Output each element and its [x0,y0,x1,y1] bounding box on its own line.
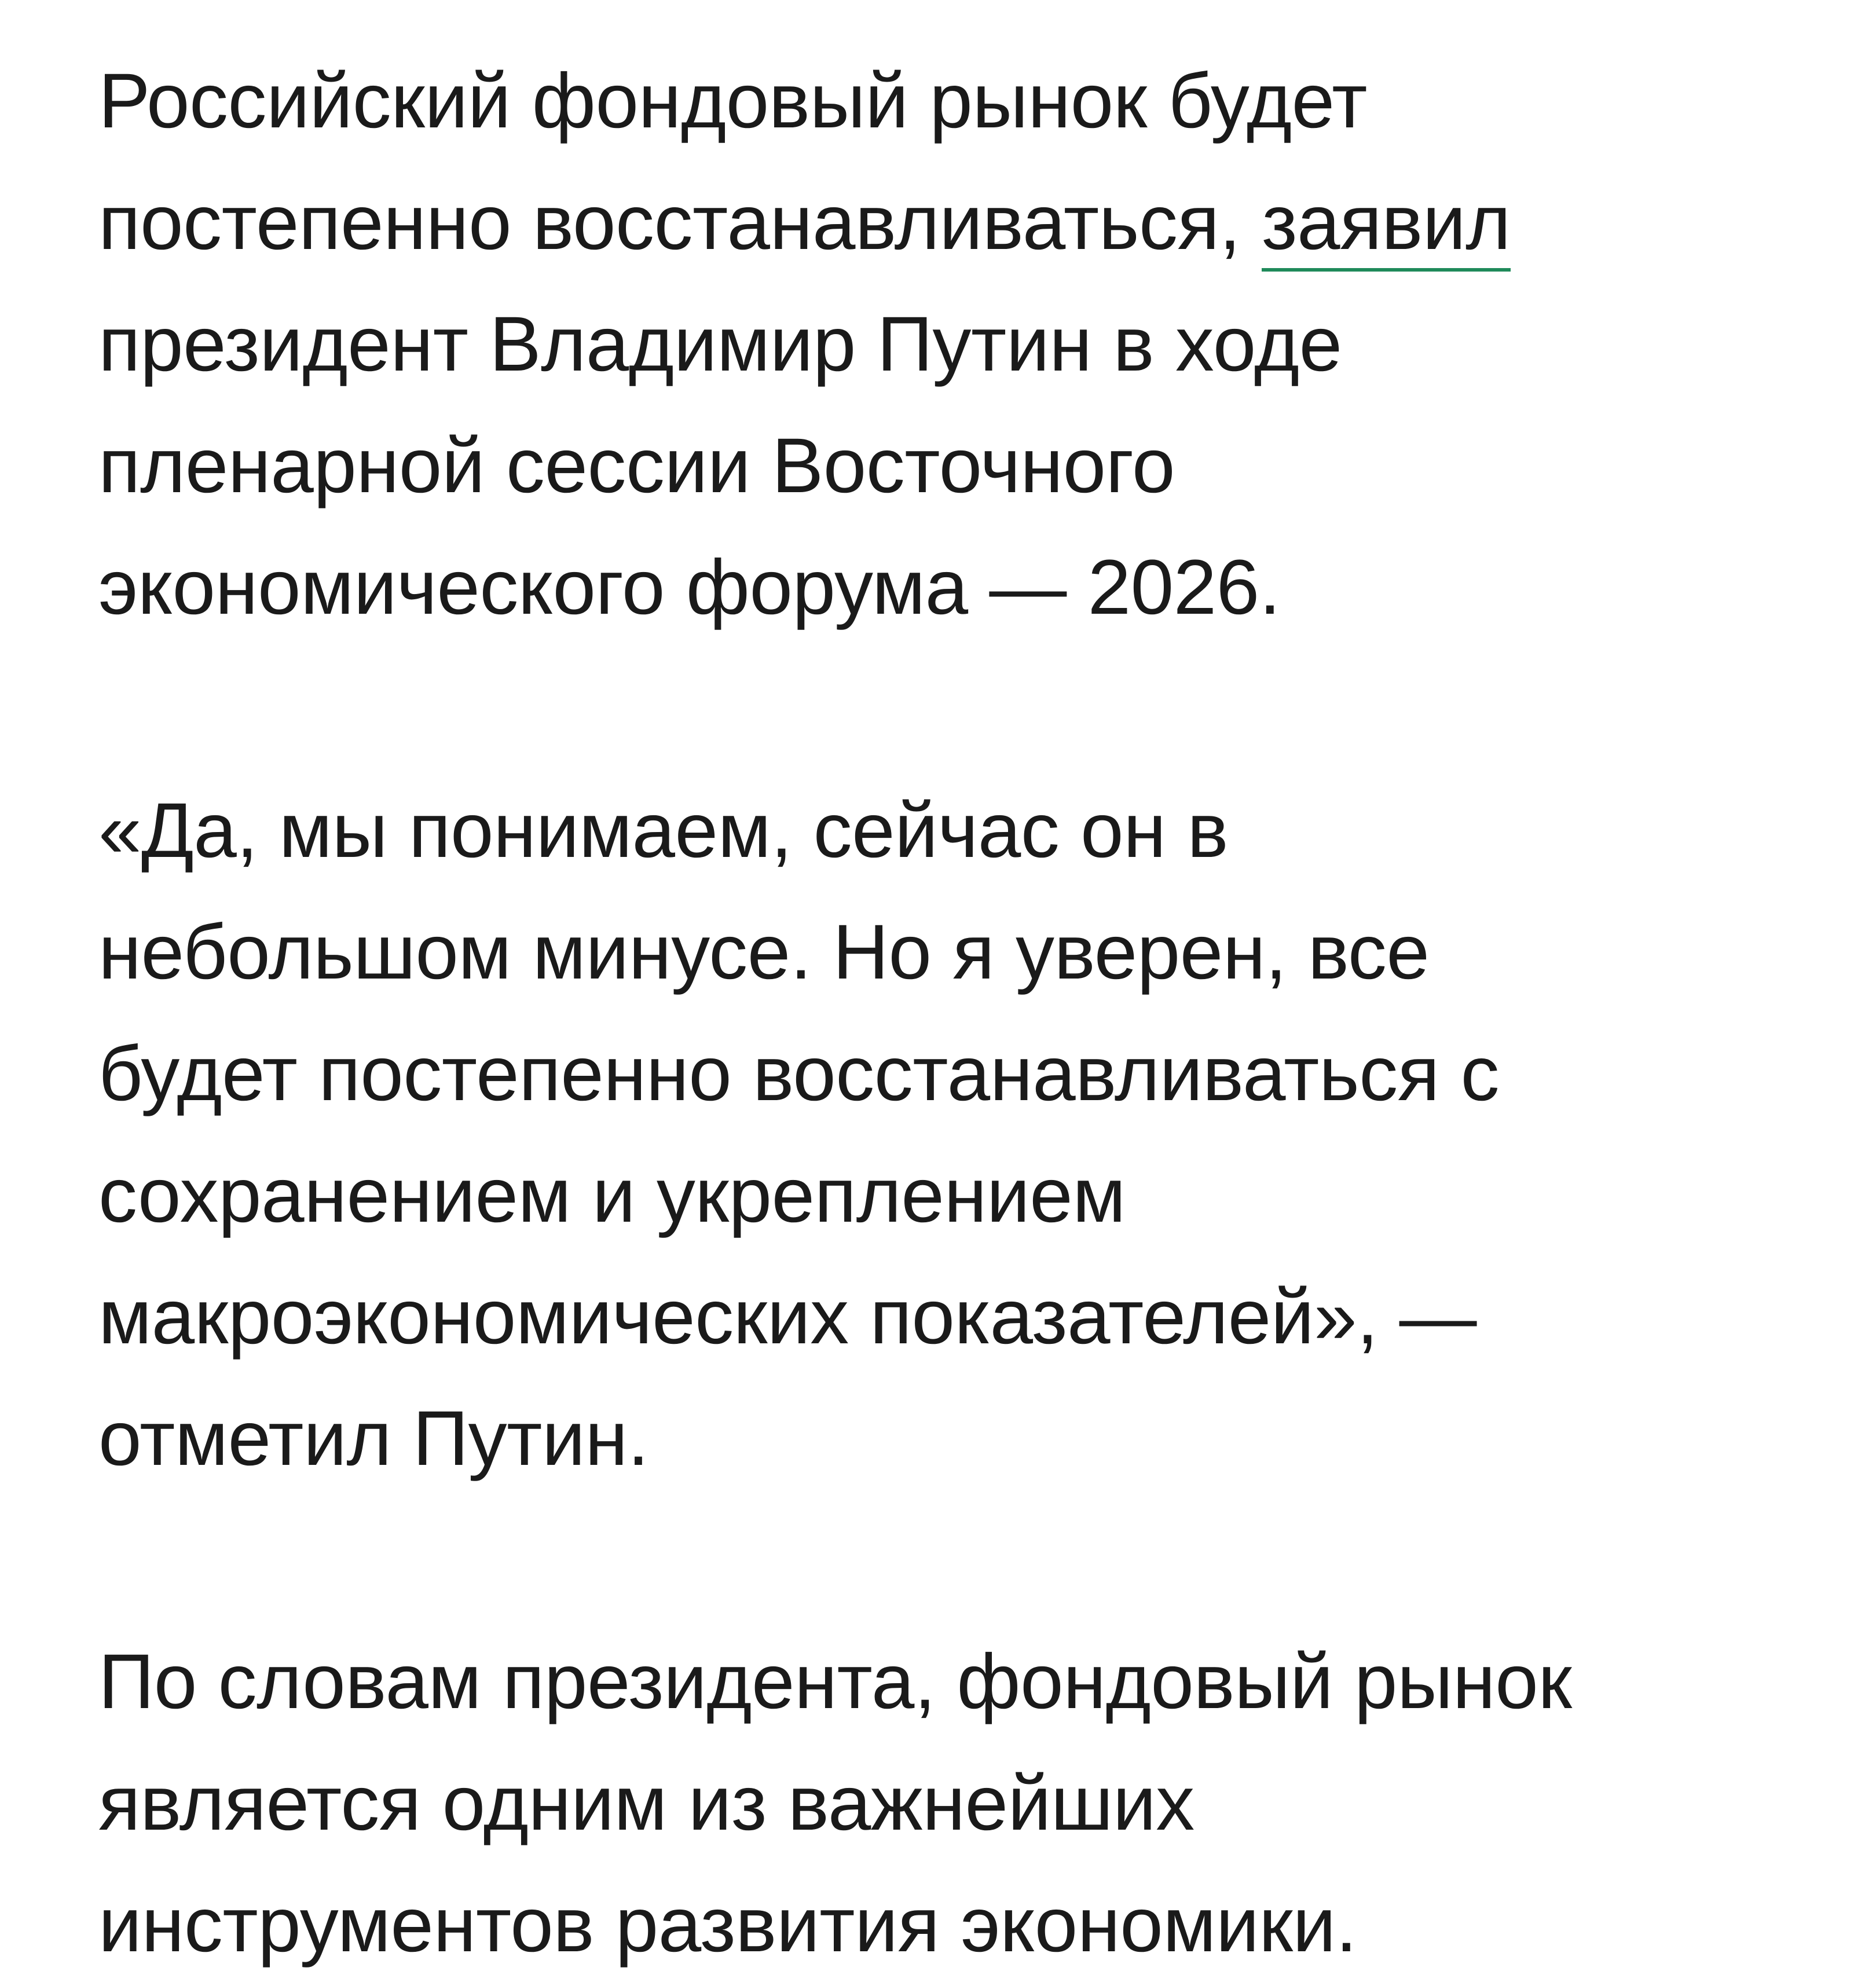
text-line: экономического форума — 2026. [98,544,1281,631]
text-line: является одним из важнейших [98,1760,1195,1846]
text-line: небольшом минусе. Но я уверен, все [98,909,1430,995]
text-line: «Да, мы понимаем, сейчас он в [98,787,1229,874]
paragraph-2-quote [98,770,1807,1500]
text-line-with-link [98,162,1807,284]
text-line: макроэкономических показателей», — [98,1274,1477,1360]
text-line: Российский фондовый рынок будет [98,58,1368,144]
text-line: инструментов развития экономики. [98,1882,1357,1968]
text-line: пленарной сессии Восточного [98,423,1175,509]
text-fragment: постепенно восстанавливаться, [98,179,1262,266]
article-body [98,41,1807,1986]
paragraph-3 [98,1621,1807,1986]
text-line: президент Владимир Путин в ходе [98,301,1342,387]
text-line: По словам президента, фондовый рынок [98,1639,1572,1725]
paragraph-1 [98,41,1807,648]
text-line: сохранением и укреплением [98,1152,1126,1238]
text-line: отметил Путин. [98,1395,649,1482]
source-link[interactable]: заявил [1262,179,1511,272]
text-line: будет постепенно восстанавливаться с [98,1031,1500,1117]
